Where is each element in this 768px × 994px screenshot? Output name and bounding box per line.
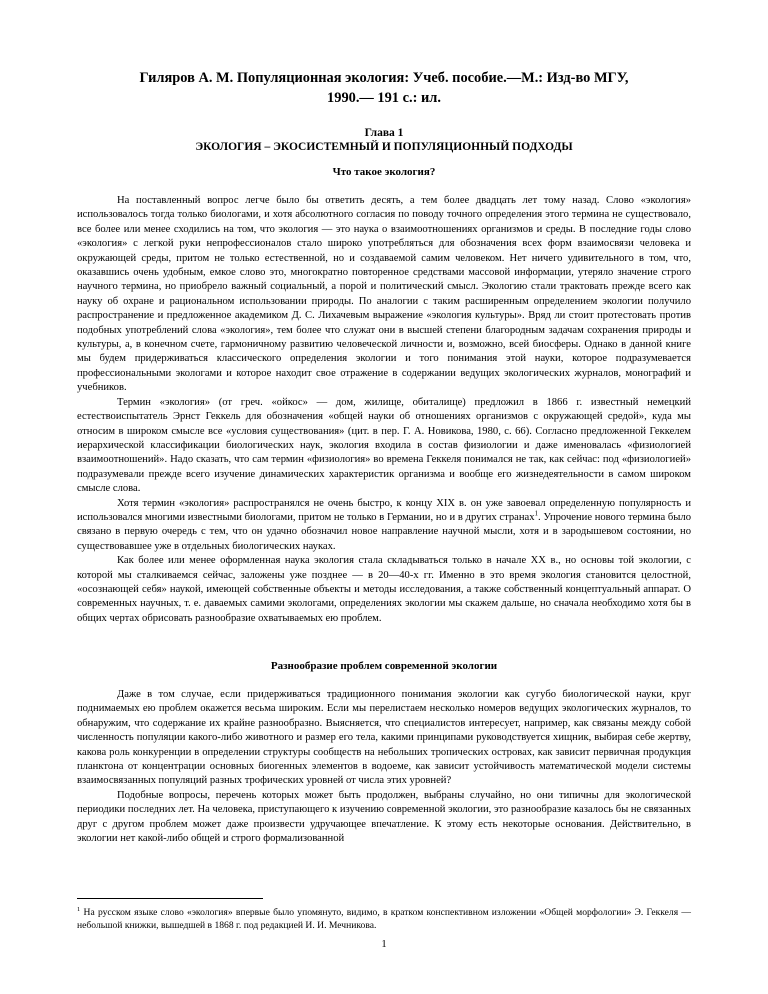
footnote <box>77 906 691 932</box>
footnote-mark: 1 <box>77 905 81 913</box>
book-title-line-1: Гиляров А. М. Популяционная экология: Учеб. пособие.—М.: Изд-во МГУ, <box>139 70 629 86</box>
section-body-problem-diversity <box>77 688 691 846</box>
paragraph: На поставленный вопрос легче было бы ответить десять, а тем более двадцать лет тому назад. Слово «экология» использовалось тогда только биологами, и хотя абсолютного согласия по поводу точного определения этого термина не существовало, все более или менее сходились на том, что экология — это наука о взаимоотношениях организмов и среды. В последние годы слово «экология» с легкой руки непрофессионалов стало широко употребляться для обозначения всех форм взаимосвязи человека и окружающей среды, притом не только естественной, но и создаваемой самим человеком. Нет ничего удивительного в том, что, оказавшись очень удобным, емкое слово это, многократно повторенное средствами массовой информации, утеряло значение строго научного термина, но приобрело важный социальный, а порой и политический смысл. Экологию стали трактовать прежде всего как науку об охране и рациональном использовании природы. По аналогии с таким расширенным определением экологии получило распространение и предложенное академиком Д. С. Лихачевым выражение «экология культуры». Вряд ли стоит протестовать против подобных употреблений слова «экология», тем более что служат они в высшей степени благородным задачам сохранения природы и культуры, а, в конечном счете, гармоничному развитию человеческой личности и, возможно, всей биосферы. Однако в данной книге мы будем придерживаться классического определения экологии и того понимания этой науки, которое подразумевается профессиональными экологами и которое находит свое отражение в содержании ведущих экологических журналов, монографий и учебников. <box>77 195 691 394</box>
chapter-title: ЭКОЛОГИЯ – ЭКОСИСТЕМНЫЙ И ПОПУЛЯЦИОННЫЙ ПОДХОДЫ <box>195 141 573 153</box>
page-number: 1 <box>381 939 387 950</box>
paragraph-with-footnote <box>77 497 691 555</box>
section-heading-problem-diversity: Разнообразие проблем современной экологии <box>270 660 498 672</box>
paragraph: Термин «экология» (от греч. «ойкос» — дом, жилище, обиталище) предложил в 1866 г. известный немецкий естествоиспытатель Эрнст Геккель для обозначения «общей науки об отношениях организмов с окружающей средой», куда мы относим в широком смысле все «условия существования» (цит. в пер. Г. А. Новикова, 1980, с. 66). Согласно предложенной Геккелем иерархической классификации биологических наук, экология входила в состав физиологии и даже именовалась «физиологией взаимоотношений». Надо сказать, что сам термин «физиология» во времена Геккеля понимался не так, как сейчас: под «физиологией» подразумевали прежде всего изучение динамических характеристик организма и вообще его жизнедеятельности в самом широком смысле слова. <box>77 396 691 495</box>
footnote-text: На русском языке слово «экология» впервые было упомянуто, видимо, в кратком конспективном изложении «Общей морфологии» Э. Геккеля — небольшой книжки, вышедшей в 1868 г. под редакцией И. И. Мечникова. <box>77 907 691 931</box>
section-heading-what-is-ecology: Что такое экология? <box>332 166 436 178</box>
paragraph-text: Хотя термин «экология» распространялся не очень быстро, к концу XIX в. он уже завоевал определенную популярность и использовался многими известными биологами, притом не только в Германии, но и в других странах <box>77 497 691 523</box>
paragraph: Как более или менее оформленная наука экология стала складываться только в начале XX в., но основы той экологии, с которой мы сталкиваемся сейчас, заложены уже позднее — в 20—40-х гг. Именно в это время экология становится целостной, «осознающей себя» наукой, имеющей собственные объекты и методы исследования, а также собственный концептуальный аппарат. О современных научных, т. е. даваемых самими экологами, определениях экологии мы скажем дальше, но сначала необходимо хотя бы в общих чертах обрисовать разнообразие охватываемых ею проблем. <box>77 555 691 624</box>
book-citation-title <box>120 68 648 108</box>
paragraph: Даже в том случае, если придерживаться традиционного понимания экологии как сугубо биологической науки, круг поднимаемых ею проблем окажется весьма широким. Если мы перелистаем несколько номеров ведущих экологических журналов, то обнаружим, что содержание их крайне разнообразно. Выясняется, что специалистов интересует, например, как связаны между собой численность популяции какого-либо животного и размер его тела, какими принципами руководствуется хищник, выбирая себе жертву, какова роль конкуренции в определении структуры сообществ на небольших тропических островах, как зависит первичная продукция планктона от концентрации основных биогенных элементов в водоеме, как зависит устойчивость математической модели системы взаимосвязанных популяций разных трофических уровней от числа этих уровней? <box>77 689 691 787</box>
paragraph: Подобные вопросы, перечень которых может быть продолжен, выбраны случайно, но они типичны для экологической периодики последних лет. На человека, приступающего к изучению современной экологии, это разнообразие казалось бы не связанных друг с другом проблем может даже произвести удручающее впечатление. К этому есть некоторые основания. Действительно, в экологии нет какой-либо общей и строго формализованной <box>77 789 691 845</box>
book-title-line-2: 1990.— 191 с.: ил. <box>327 90 441 106</box>
paragraph-text: . Упрочение нового термина было связано в первую очередь с тем, что он удачно обозначил новое направление научной мысли, хотя и в зародышевом состоянии, но существовавшее уже в отдельных биологических науках. <box>77 511 691 552</box>
chapter-number: Глава 1 <box>364 127 404 139</box>
footnote-separator <box>77 898 263 899</box>
footnote-reference[interactable]: 1 <box>534 509 539 518</box>
section-body-what-is-ecology <box>77 194 691 626</box>
